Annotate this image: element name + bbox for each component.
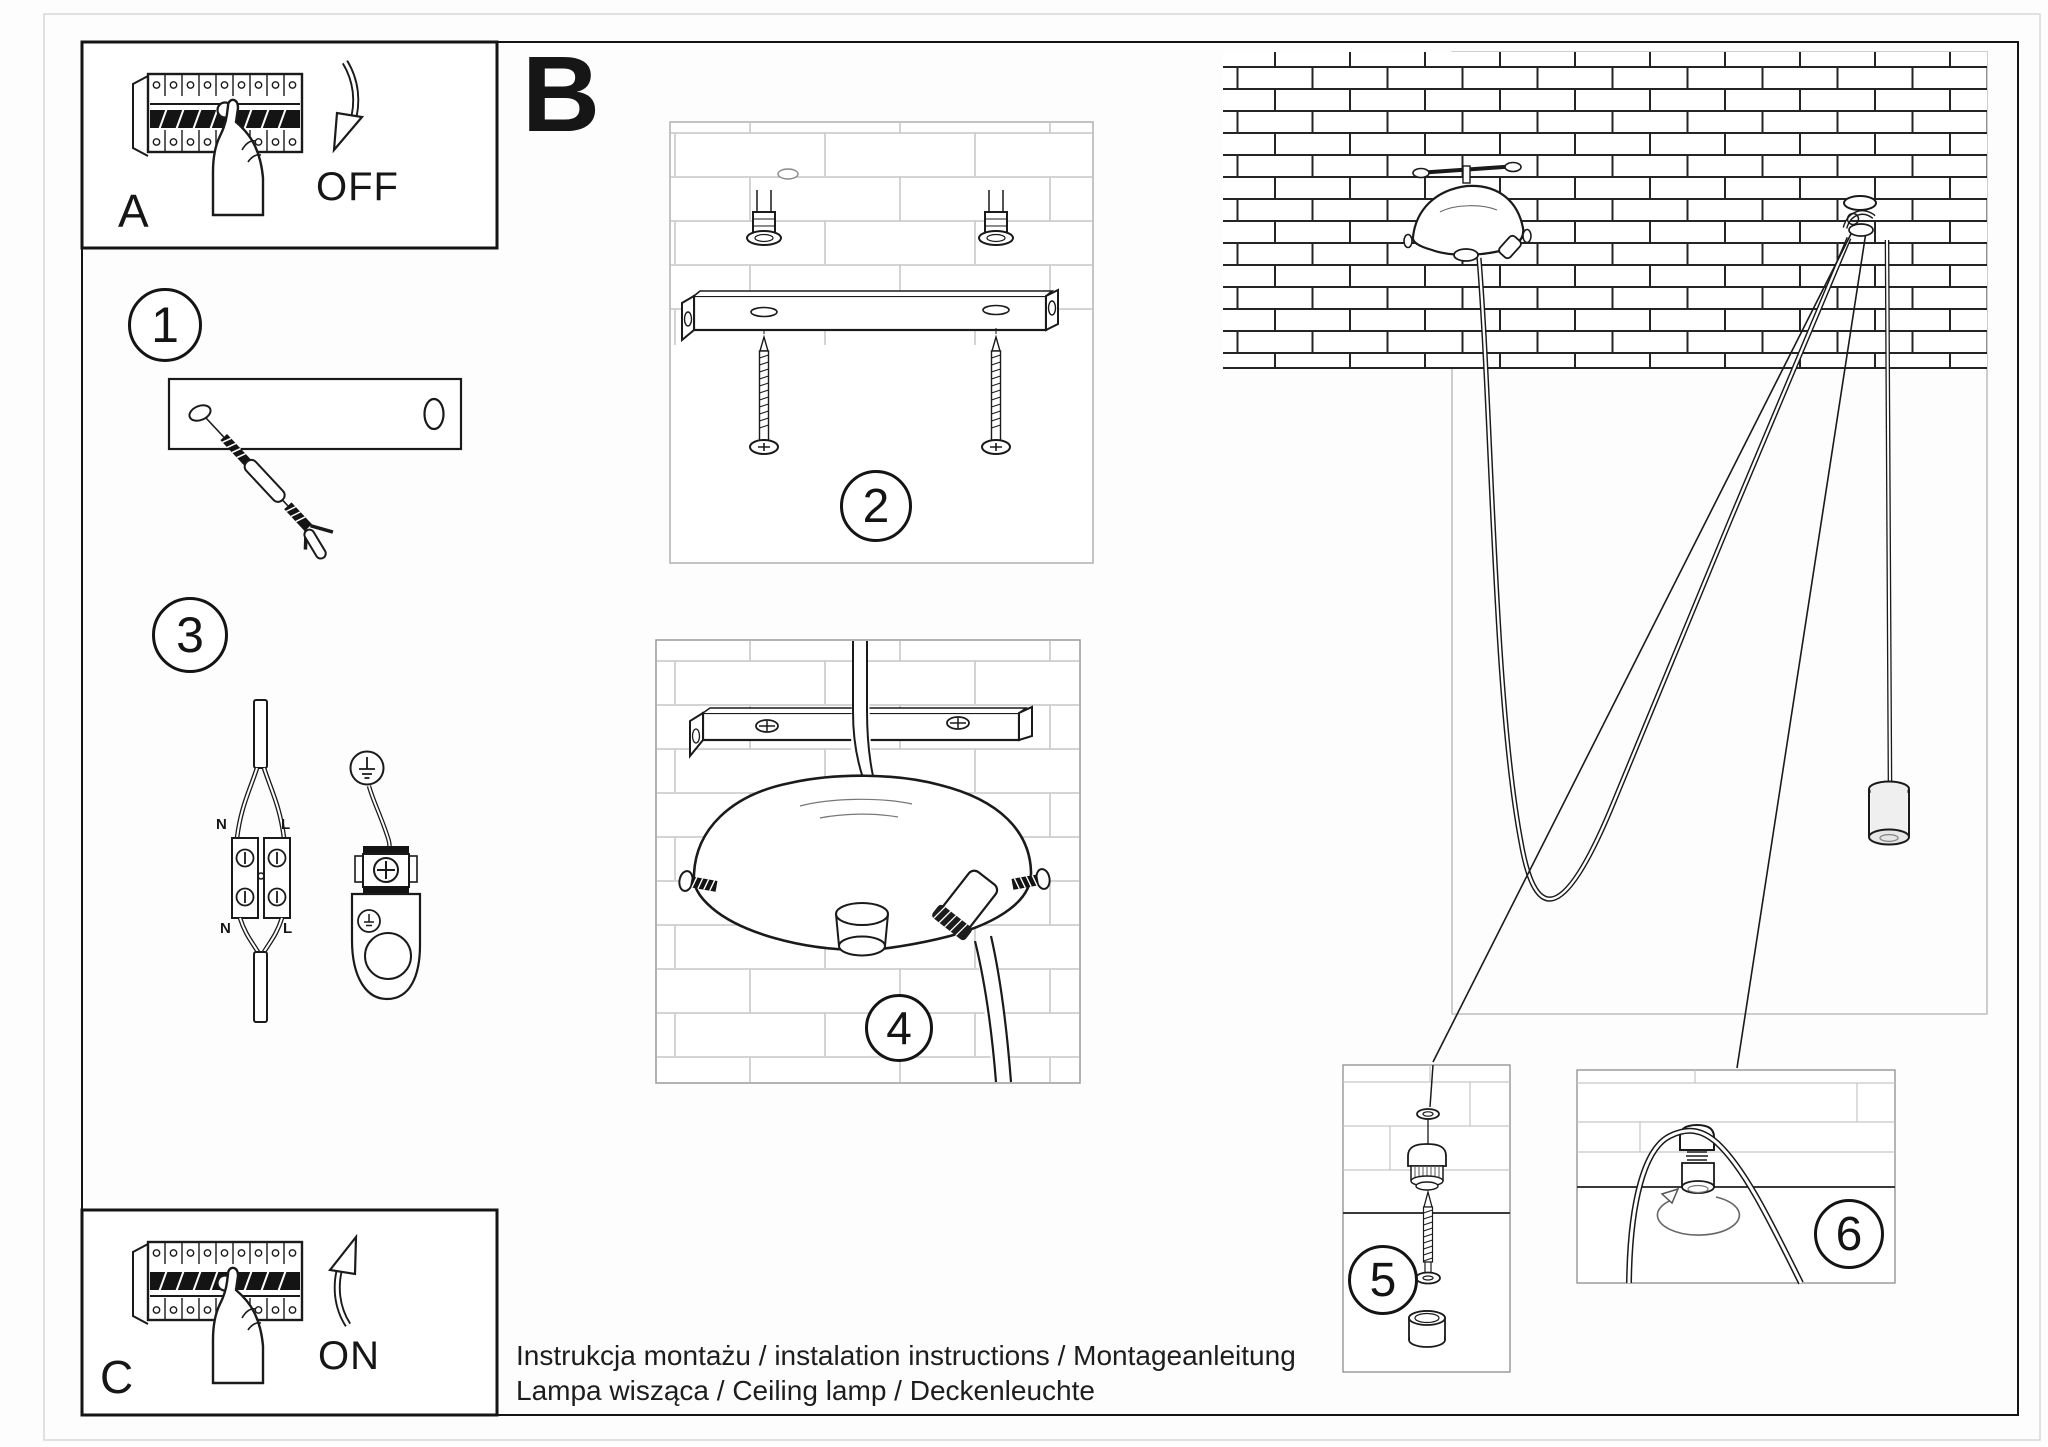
cap-cylinder-icon [1409,1311,1445,1347]
section-b-label: B [522,33,600,154]
panel-c-label: C [100,1351,134,1403]
step-2-badge: 2 [840,470,912,542]
hanging-lamp-overview [1223,52,1987,1068]
step1-bracket-marking [169,379,461,564]
lamp-socket-icon [1869,782,1909,845]
gland-nut-icon [1408,1144,1446,1190]
step-3-badge: 3 [152,597,228,673]
on-label: ON [318,1334,380,1378]
terminal-block-icon [232,838,290,918]
panel-c-breaker-on [82,1210,497,1415]
step-6-badge: 6 [1814,1199,1884,1269]
wire-label-l-top: L [281,816,291,833]
footer-title-line: Instrukcja montażu / instalation instructions / Montageanleitung [516,1340,1296,1371]
wire-label-n-bottom: N [220,920,231,937]
bracket-hole [425,399,444,429]
wire-label-n-top: N [216,816,227,833]
step-1-badge: 1 [128,288,202,362]
step3-wiring-diagram [232,700,420,1022]
step-4-badge: 4 [865,994,933,1062]
footer-product-line: Lampa wisząca / Ceiling lamp / Deckenleuchte [516,1375,1095,1406]
wire-label-l-bottom: L [283,920,293,937]
panel-a-label: A [118,185,149,237]
off-label: OFF [316,165,399,209]
step5-hook-parts-panel [1343,1065,1510,1372]
step-5-badge: 5 [1348,1245,1418,1315]
earth-connection-icon [351,752,421,1000]
